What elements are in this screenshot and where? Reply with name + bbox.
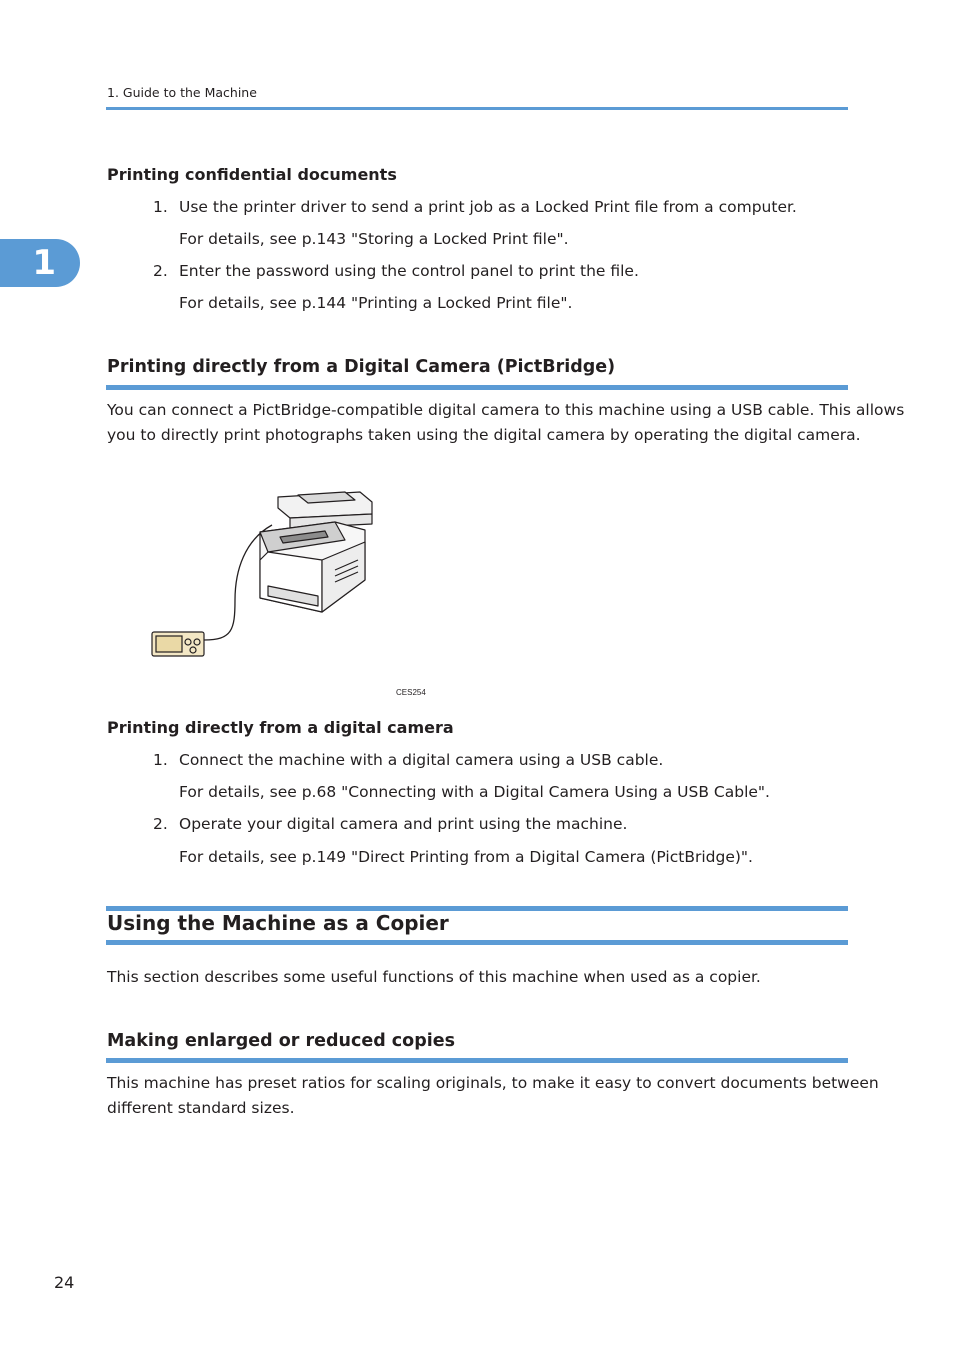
page-number: 24 bbox=[54, 1273, 75, 1292]
step-reference: For details, see p.144 "Printing a Locked Print file". bbox=[179, 294, 573, 312]
enlarge-body-line: This machine has preset ratios for scaling originals, to make it easy to convert documents between bbox=[107, 1074, 879, 1092]
header-rule bbox=[106, 107, 848, 110]
step-text: Enter the password using the control panel to print the file. bbox=[179, 262, 639, 280]
step-reference: For details, see p.149 "Direct Printing from a Digital Camera (PictBridge)". bbox=[179, 848, 753, 866]
copier-heading: Using the Machine as a Copier bbox=[107, 911, 449, 935]
step-number: 1. bbox=[153, 751, 168, 769]
step-text: Connect the machine with a digital camera using a USB cable. bbox=[179, 751, 664, 769]
enlarge-body-line: different standard sizes. bbox=[107, 1099, 295, 1117]
chapter-tab: 1 bbox=[0, 239, 80, 287]
step-reference: For details, see p.143 "Storing a Locked Print file". bbox=[179, 230, 569, 248]
step-text: Operate your digital camera and print using the machine. bbox=[179, 815, 628, 833]
pictbridge-subheading: Printing directly from a digital camera bbox=[107, 718, 454, 737]
step-number: 1. bbox=[153, 198, 168, 216]
section-rule bbox=[106, 940, 848, 945]
section-rule bbox=[106, 1058, 848, 1063]
step-text: Use the printer driver to send a print job as a Locked Print file from a computer. bbox=[179, 198, 797, 216]
confidential-heading: Printing confidential documents bbox=[107, 165, 397, 184]
digital-camera-icon bbox=[152, 632, 204, 656]
printer-camera-illustration bbox=[140, 480, 390, 665]
copier-intro: This section describes some useful functions of this machine when used as a copier. bbox=[107, 968, 761, 986]
printer-icon bbox=[260, 492, 372, 612]
pictbridge-heading: Printing directly from a Digital Camera (PictBridge) bbox=[107, 357, 616, 377]
step-number: 2. bbox=[153, 815, 168, 833]
running-header: 1. Guide to the Machine bbox=[107, 85, 257, 100]
step-number: 2. bbox=[153, 262, 168, 280]
pictbridge-intro-line: you to directly print photographs taken using the digital camera by operating the digital camera. bbox=[107, 426, 861, 444]
figure-code: CES254 bbox=[396, 688, 426, 697]
enlarge-heading: Making enlarged or reduced copies bbox=[107, 1031, 456, 1051]
pictbridge-intro-line: You can connect a PictBridge-compatible digital camera to this machine using a USB cable. This allows bbox=[107, 401, 905, 419]
step-reference: For details, see p.68 "Connecting with a Digital Camera Using a USB Cable". bbox=[179, 783, 770, 801]
section-rule bbox=[106, 385, 848, 390]
